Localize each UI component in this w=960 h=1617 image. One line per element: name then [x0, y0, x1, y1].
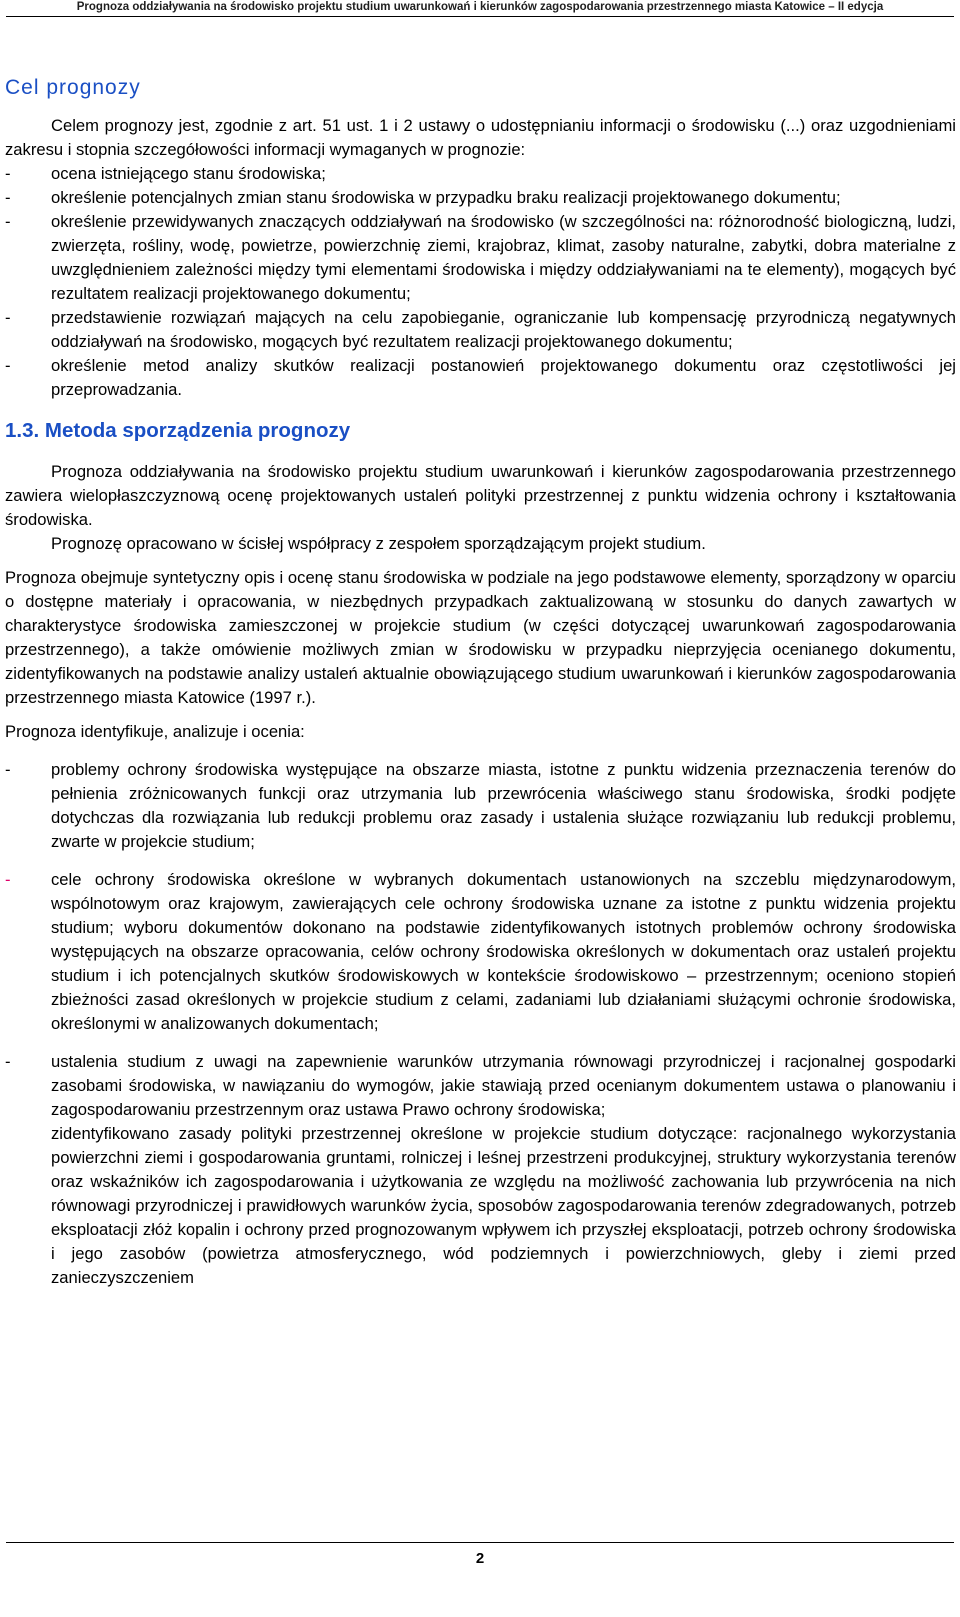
dash-marker: -: [5, 164, 11, 183]
method-paragraph-3: Prognoza obejmuje syntetyczny opis i ocenę stanu środowiska w podziale na jego podstawowe elementy, sporządzony w oparciu o dostępne materiały i opracowania, w niezbędnych przypadkach zaktualizowaną w stosunku do danych zawartych w charakterystyce środowiska zamieszczonej w projekcie studium (w części dotyczącej uwarunkowań zagospodarowania przestrzennego), a także omówienie możliwych zmian w środowisku w przypadku nieprzyjęcia ocenianego dokumentu, zidentyfikowanych na podstawie analizy ustaleń aktualnie obowiązującego studium uwarunkowań i kierunków zagospodarowania przestrzennego miasta Katowice (1997 r.).: [5, 568, 956, 707]
running-header: Prognoza oddziaływania na środowisko projektu studium uwarunkowań i kierunków zagospodarowania przestrzennego miasta Katowice – II edycja: [76, 1, 884, 13]
footer-rule: [6, 1542, 954, 1543]
dash-marker: -: [5, 760, 11, 779]
goals-list: [5, 162, 956, 402]
dash-marker: -: [5, 308, 11, 327]
dash-marker: -: [5, 1052, 11, 1071]
section-title: Cel prognozy: [5, 76, 141, 99]
method-paragraph-1: Prognoza oddziaływania na środowisko projektu studium uwarunkowań i kierunków zagospodarowania przestrzennego zawiera wielopłaszczyznową ocenę projektowanych ustaleń polityki przestrzennej z punktu widzenia ochrony i kształtowania środowiska.: [5, 462, 956, 529]
goal-item: - określenie potencjalnych zmian stanu środowiska w przypadku braku realizacji projektowanego dokumentu;: [5, 186, 956, 210]
document-body: [5, 114, 956, 1290]
intro-paragraph: Celem prognozy jest, zgodnie z art. 51 ust. 1 i 2 ustawy o udostępnianiu informacji o środowisku (...) oraz uzgodnieniami zakresu i stopnia szczegółowości informacji wymaganych w prognozie:: [5, 116, 956, 159]
dash-marker: -: [5, 212, 11, 231]
page-number: 2: [475, 1550, 485, 1567]
dash-marker: -: [5, 188, 11, 207]
dash-marker: -: [5, 356, 11, 375]
goal-item: - określenie przewidywanych znaczących oddziaływań na środowisko (w szczególności na: różnorodność biologiczną, ludzi, zwierzęta, rośliny, wodę, powietrze, powierzchnię ziemi, krajobraz, klimat, zasoby naturalne, zabytki, dobra materialne z uwzględnieniem zależności między tymi elementami środowiska i między oddziaływaniami na te elementy), mogących być rezultatem realizacji projektowanego dokumentu;: [5, 212, 956, 303]
analysis-item: - problemy ochrony środowiska występujące na obszarze miasta, istotne z punktu widzenia przeznaczenia terenów do pełnienia zróżnicowanych funkcji oraz utrzymania lub przewrócenia właściwego stanu środowiska, środki podjęte dotychczas dla rozwiązania lub redukcji problemu oraz zasady i ustalenia służące rozwiązaniu lub redukcji problemu, zwarte w projekcie studium;: [5, 760, 956, 851]
goal-item: - przedstawienie rozwiązań mających na celu zapobieganie, ograniczanie lub kompensację przyrodniczą negatywnych oddziaływań na środowisko, mogących być rezultatem realizacji projektowanego dokumentu;: [5, 308, 956, 351]
method-heading: 1.3. Metoda sporządzenia prognozy: [5, 419, 351, 442]
method-paragraph-4: Prognoza identyfikuje, analizuje i ocenia:: [5, 722, 305, 741]
header-rule: [6, 16, 954, 17]
analysis-continuation: zidentyfikowano zasady polityki przestrzennej określone w projekcie studium dotyczące: racjonalnego wykorzystania powierzchni ziemi i gospodarowania gruntami, rolniczej i leśnej przestrzeni produkcyjnej, struktury wykorzystania terenów oraz wskaźników ich zagospodarowania i użytkowania ze względu na możliwość zachowania lub przywrócenia na nich równowagi przyrodniczej i prawidłowych warunków życia, sposobów zagospodarowania terenów zdegradowanych, potrzeb eksploatacji złóż kopalin i ochrony przed prognozowanym wpływem ich przyszłej eksploatacji, potrzeb ochrony środowiska i jego zasobów (powietrza atmosferycznego, wód podziemnych i powierzchniowych, gleby i ziemi przed zanieczyszczeniem: [51, 1124, 956, 1287]
dash-marker-red: -: [5, 870, 11, 889]
analysis-list: [5, 758, 956, 1290]
goal-item: - ocena istniejącego stanu środowiska;: [5, 162, 956, 186]
method-paragraph-2: Prognozę opracowano w ścisłej współpracy z zespołem sporządzającym projekt studium.: [51, 534, 706, 553]
analysis-item: - cele ochrony środowiska określone w wybranych dokumentach ustanowionych na szczeblu międzynarodowym, wspólnotowym oraz krajowym, zawierających cele ochrony środowiska uznane za istotne z punktu widzenia projektu studium; wyboru dokumentów dokonano na podstawie zidentyfikowanych istotnych problemów ochrony środowiska występujących na obszarze opracowania, celów ochrony środowiska określonych w dokumentach oraz ustaleń projektu studium i ich potencjalnych skutków środowiskowych w kontekście środowiskowo – przestrzennym; oceniono stopień zbieżności zasad określonych w projekcie studium z celami, zadaniami lub działaniami służącymi ochronie środowiska, określonymi w analizowanych dokumentach;: [5, 870, 956, 1033]
goal-item: - określenie metod analizy skutków realizacji postanowień projektowanego dokumentu oraz częstotliwości jej przeprowadzania.: [5, 356, 956, 399]
analysis-item: - ustalenia studium z uwagi na zapewnienie warunków utrzymania równowagi przyrodniczej i racjonalnej gospodarki zasobami środowiska, w nawiązaniu do wymogów, jakie stawiają przed ocenianym dokumentem ustawa o planowaniu i zagospodarowaniu przestrzennym oraz ustawa Prawo ochrony środowiska;: [5, 1052, 956, 1119]
